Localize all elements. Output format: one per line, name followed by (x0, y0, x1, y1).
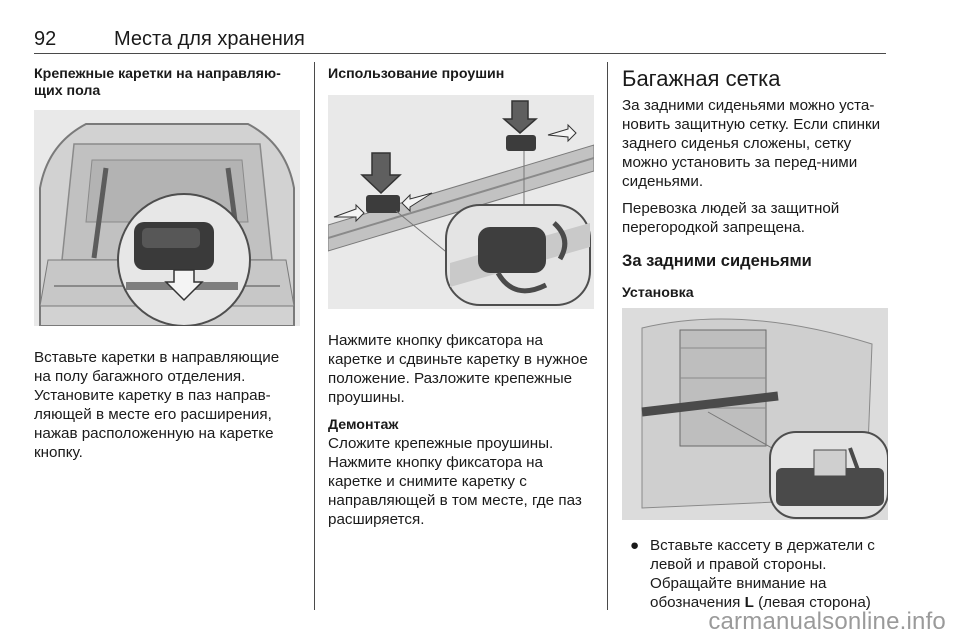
bullet-bold-letter: L (744, 594, 754, 611)
header-rule (34, 53, 886, 54)
list-item (622, 536, 888, 612)
section-title-cargo-net: Багажная сетка (622, 66, 781, 91)
rail-tie-down-eye-illustration (328, 95, 594, 309)
section-heading-floor-rails: Крепежные каретки на направляю-щих пола (34, 66, 281, 99)
subheading-installation: Установка (622, 285, 694, 301)
paragraph-no-passengers: Перевозка людей за защитной перегородкой запрещена. (622, 200, 840, 236)
column-middle (328, 66, 594, 529)
page-header (34, 28, 886, 52)
section-heading-behind-rear-seats: За задними сиденьями (622, 252, 812, 270)
column-left (34, 66, 300, 462)
column-right (622, 66, 888, 612)
bullet-text-part: Вставьте кассету в держатели с левой и правой стороны. Обращайте внимание на обозначения (650, 537, 875, 611)
watermark: carmanualsonline.info (708, 608, 946, 635)
paragraph-cargo-net-intro: За задними сиденьями можно уста-новить защитную сетку. Если спинки заднего сиденья сложены, сетку можно установить за перед-ними сиденьями. (622, 97, 881, 190)
paragraph-adjust-carrier: Нажмите кнопку фиксатора на каретке и сдвиньте каретку в нужное положение. Разложите крепежные проушины. (328, 332, 588, 406)
page-number: 92 (34, 28, 57, 50)
running-title: Места для хранения (114, 28, 305, 50)
cargo-net-cassette-illustration (622, 308, 888, 520)
cargo-area-rail-carrier-illustration (34, 110, 300, 326)
column-divider-1 (314, 62, 315, 610)
bullet-marker: ● (630, 537, 640, 554)
bullet-text-end: (левая сторона) (753, 594, 871, 611)
subheading-removal: Демонтаж (328, 417, 399, 433)
section-heading-tie-down-eyes: Использование проушин (328, 66, 505, 82)
paragraph-removal: Сложите крепежные проушины. Нажмите кнопку фиксатора на каретке и снимите каретку с направляющей в том месте, где паз расширяется. (328, 435, 582, 528)
bullet-text (650, 536, 888, 612)
paragraph-install-carriers: Вставьте каретки в направляющие на полу багажного отделения. Установите каретку в паз направ-ляющей в месте его расширения, нажав расположенную на каретке кнопку. (34, 349, 280, 461)
column-divider-2 (607, 62, 608, 610)
